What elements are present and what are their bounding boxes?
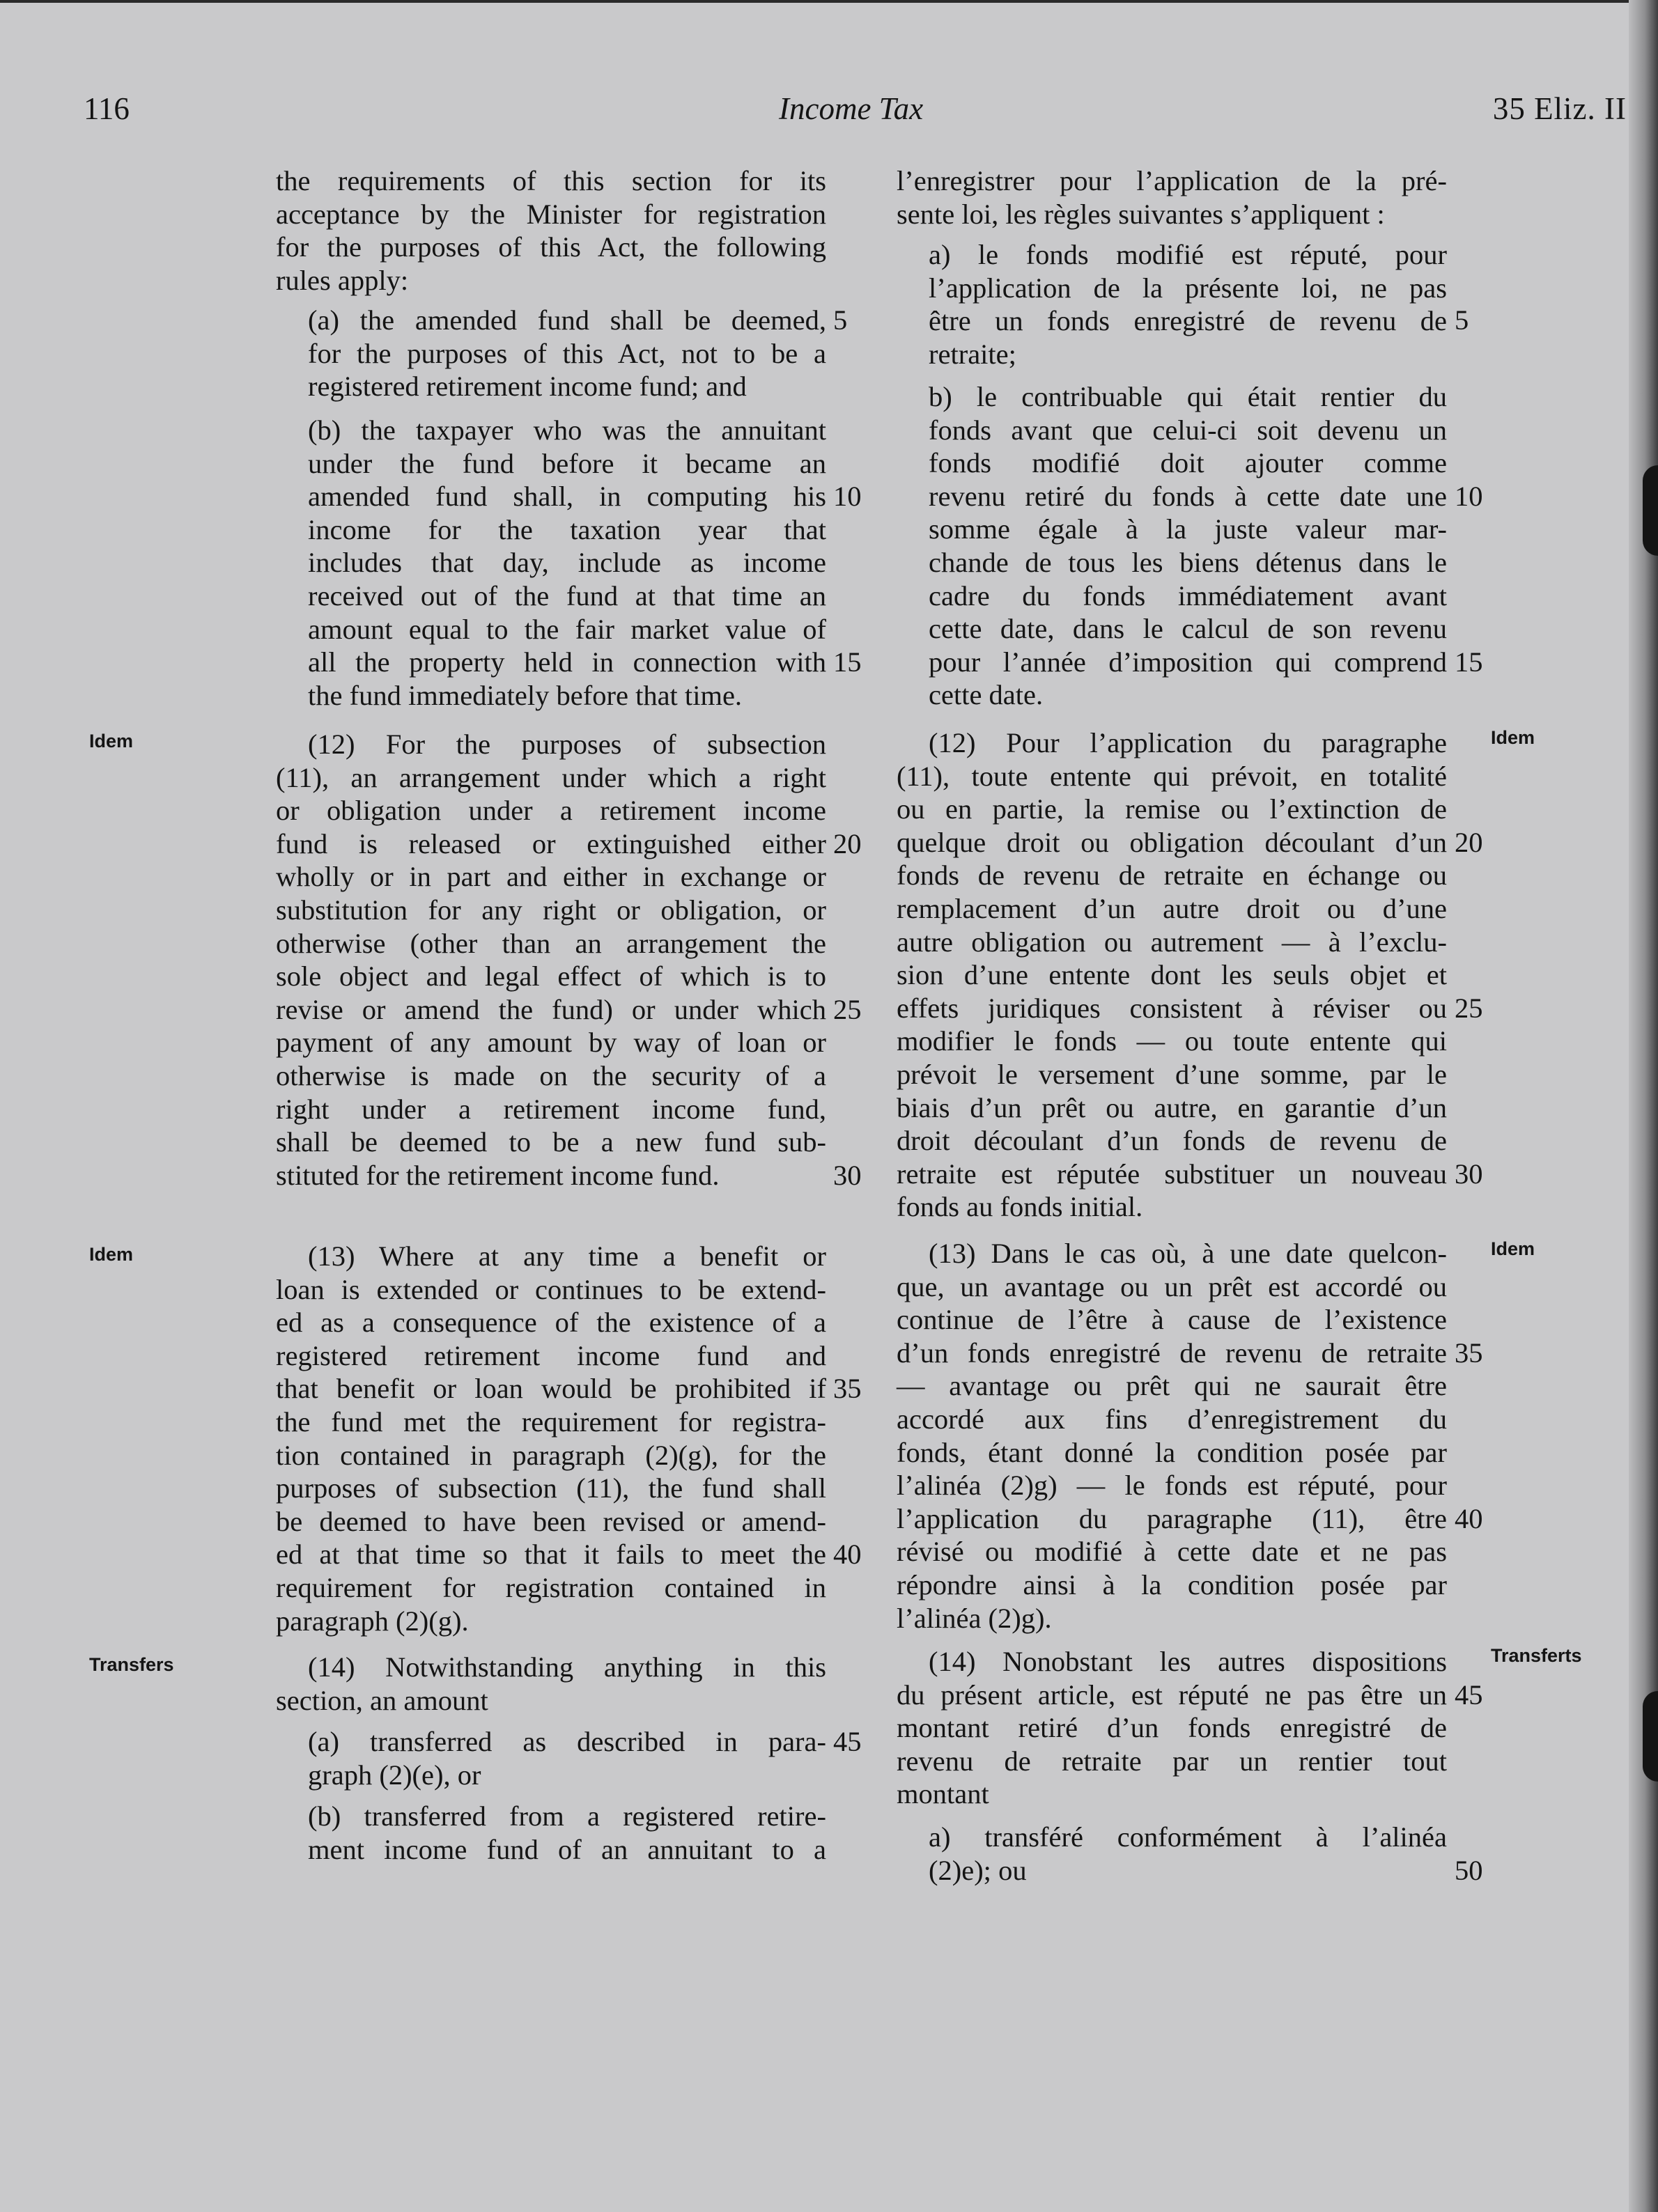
- text-line: a) le fonds modifié est réputé, pour: [929, 239, 1447, 270]
- text-line: includes that day, include as income: [308, 547, 826, 579]
- line-number-fr: 25: [1455, 992, 1483, 1024]
- page-top-border: [0, 0, 1658, 3]
- text-line: cette date, dans le calcul de son revenu: [929, 613, 1447, 645]
- text-line: d’un fonds enregistré de revenu de retraite: [897, 1337, 1447, 1369]
- text-line: répondre ainsi à la condition posée par: [897, 1568, 1447, 1600]
- text-line: révisé ou modifié à cette date et ne pas: [897, 1536, 1447, 1568]
- line-number-fr: 50: [1455, 1855, 1483, 1886]
- text-line: purposes of subsection (11), the fund shall: [276, 1472, 826, 1504]
- text-line: for the purposes of this Act, the following: [276, 231, 826, 263]
- text-line: — avantage ou prêt qui ne saurait être: [897, 1370, 1447, 1402]
- text-line: du présent article, est réputé ne pas être un: [897, 1679, 1447, 1711]
- text-line: rules apply:: [276, 264, 409, 296]
- binding-hole-lower: [1643, 1691, 1658, 1782]
- line-number-fr: 30: [1455, 1158, 1483, 1190]
- margin-note-idem-13-en: Idem: [89, 1244, 134, 1265]
- text-line: income for the taxation year that: [308, 513, 826, 545]
- margin-note-idem-12-en: Idem: [89, 731, 134, 751]
- text-line: (a) transferred as described in para-: [308, 1726, 826, 1757]
- english-paragraph-a: [308, 304, 826, 403]
- text-line: l’alinéa (2)g) — le fonds est réputé, pour: [897, 1470, 1447, 1502]
- text-line: (14) Nonobstant les autres dispositions: [929, 1646, 1447, 1677]
- text-line: pour l’année d’imposition qui comprend: [929, 646, 1447, 678]
- text-line: droit découlant d’un fonds de revenu de: [897, 1125, 1447, 1157]
- line-number-fr: 10: [1455, 481, 1483, 512]
- line-number-en: 15: [833, 646, 862, 678]
- french-paragraph-b: [929, 380, 1447, 712]
- text-line: remplacement d’un autre droit ou d’une: [897, 892, 1447, 924]
- text-line: l’alinéa (2)g).: [897, 1602, 1052, 1634]
- text-line: accordé aux fins d’enregistrement du: [897, 1403, 1447, 1435]
- text-line: quelque droit ou obligation découlant d’un: [897, 826, 1447, 858]
- text-line: montant retiré d’un fonds enregistré de: [897, 1712, 1447, 1744]
- text-line: effets juridiques consistent à réviser ou: [897, 992, 1447, 1024]
- text-line: somme égale à la juste valeur mar-: [929, 513, 1447, 545]
- text-line: payment of any amount by way of loan or: [276, 1027, 826, 1059]
- text-line: registered retirement income fund and: [276, 1339, 826, 1371]
- page-edge-shadow: [1629, 0, 1658, 2212]
- text-line: continue de l’être à cause de l’existence: [897, 1304, 1447, 1336]
- french-paragraph-a: [929, 238, 1447, 371]
- text-line: (14) Notwithstanding anything in this: [308, 1651, 826, 1683]
- french-intro: [897, 164, 1447, 231]
- text-line: modifier le fonds — ou toute entente qui: [897, 1025, 1447, 1057]
- text-line: that benefit or loan would be prohibited if: [276, 1373, 826, 1405]
- text-line: ed as a consequence of the existence of a: [276, 1307, 826, 1339]
- text-line: fonds modifié doit ajouter comme: [929, 447, 1447, 479]
- text-line: (b) the taxpayer who was the annuitant: [308, 414, 826, 446]
- text-line: retraite;: [929, 338, 1016, 370]
- session-reference: 35 Eliz. II: [1492, 91, 1627, 126]
- text-line: amount equal to the fair market value of: [308, 613, 826, 645]
- line-number-en: 20: [833, 828, 862, 859]
- english-paragraph-b: [308, 414, 826, 712]
- text-line: biais d’un prêt ou autre, en garantie d’un: [897, 1091, 1447, 1123]
- text-line: or obligation under a retirement income: [276, 795, 826, 827]
- text-line: (13) Where at any time a benefit or: [308, 1240, 826, 1272]
- line-number-fr: 35: [1455, 1337, 1483, 1369]
- text-line: montant: [897, 1778, 989, 1810]
- line-number-en: 30: [833, 1160, 862, 1191]
- text-line: ment income fund of an annuitant to a: [308, 1833, 826, 1865]
- text-line: the requirements of this section for its: [276, 165, 826, 196]
- text-line: b) le contribuable qui était rentier du: [929, 381, 1447, 412]
- text-line: cadre du fonds immédiatement avant: [929, 579, 1447, 612]
- text-line: stituted for the retirement income fund.: [276, 1159, 720, 1191]
- text-line: fonds de revenu de retraite en échange ou: [897, 859, 1447, 891]
- text-line: revenu de retraite par un rentier tout: [897, 1745, 1447, 1777]
- text-line: cette date.: [929, 679, 1044, 711]
- line-number-en: 25: [833, 994, 862, 1025]
- margin-note-idem-13-fr: Idem: [1491, 1238, 1535, 1259]
- text-line: ed at that time so that it fails to meet the: [276, 1539, 826, 1571]
- text-line: l’application de la présente loi, ne pas: [929, 272, 1447, 304]
- text-line: être un fonds enregistré de revenu de: [929, 305, 1447, 337]
- line-number-fr: 15: [1455, 646, 1483, 678]
- text-line: autre obligation ou autrement — à l’exclu-: [897, 926, 1447, 958]
- text-line: substitution for any right or obligation, or: [276, 894, 826, 926]
- text-line: que, un avantage ou un prêt est accordé ou: [897, 1270, 1447, 1302]
- line-number-en: 45: [833, 1726, 862, 1757]
- line-number-en: 35: [833, 1373, 862, 1404]
- text-line: sente loi, les règles suivantes s’appliquent :: [897, 198, 1385, 230]
- english-subsection-14-paragraph-b: [308, 1800, 826, 1866]
- text-line: sion d’une entente dont les seuls objet et: [897, 959, 1447, 991]
- english-subsection-14: [276, 1651, 826, 1717]
- line-number-fr: 5: [1455, 304, 1469, 336]
- text-line: (12) Pour l’application du paragraphe: [929, 727, 1447, 758]
- text-line: section, an amount: [276, 1684, 488, 1716]
- line-number-fr: 20: [1455, 827, 1483, 858]
- page-number: 116: [84, 91, 130, 126]
- text-line: fonds avant que celui-ci soit devenu un: [929, 414, 1447, 446]
- text-line: acceptance by the Minister for registration: [276, 198, 826, 230]
- binding-hole-upper: [1643, 465, 1658, 556]
- margin-note-transferts-fr: Transferts: [1491, 1645, 1582, 1666]
- text-line: chande de tous les biens détenus dans le: [929, 546, 1447, 578]
- french-subsection-14: [897, 1645, 1447, 1811]
- text-line: wholly or in part and either in exchange or: [276, 861, 826, 893]
- running-title: Income Tax: [779, 91, 924, 126]
- french-subsection-12: [897, 726, 1447, 1224]
- text-line: otherwise (other than an arrangement the: [276, 927, 826, 959]
- text-line: prévoit le versement d’une somme, par le: [897, 1058, 1447, 1090]
- french-subsection-13: [897, 1237, 1447, 1635]
- text-line: requirement for registration contained in: [276, 1571, 826, 1603]
- text-line: fonds au fonds initial.: [897, 1191, 1143, 1223]
- text-line: received out of the fund at that time an: [308, 579, 826, 612]
- text-line: shall be deemed to be a new fund sub-: [276, 1126, 826, 1158]
- line-number-en: 5: [833, 304, 848, 336]
- text-line: sole object and legal effect of which is to: [276, 960, 826, 992]
- text-line: fund is released or extinguished either: [276, 827, 826, 859]
- line-number-fr: 40: [1455, 1503, 1483, 1534]
- line-number-en: 40: [833, 1539, 862, 1570]
- text-line: (11), an arrangement under which a right: [276, 761, 826, 793]
- text-line: revise or amend the fund) or under which: [276, 993, 826, 1025]
- text-line: registered retirement income fund; and: [308, 371, 747, 403]
- text-line: loan is extended or continues to be extend-: [276, 1273, 826, 1305]
- text-line: all the property held in connection with: [308, 646, 826, 678]
- text-line: the fund met the requirement for registra-: [276, 1405, 826, 1438]
- text-line: be deemed to have been revised or amend-: [276, 1505, 826, 1537]
- text-line: ou en partie, la remise ou l’extinction de: [897, 793, 1447, 825]
- text-line: for the purposes of this Act, not to be a: [308, 337, 826, 369]
- margin-note-idem-12-fr: Idem: [1491, 727, 1535, 748]
- text-line: (a) the amended fund shall be deemed,: [308, 304, 826, 336]
- text-line: (2)e); ou: [929, 1854, 1027, 1886]
- text-line: amended fund shall, in computing his: [308, 481, 826, 513]
- text-line: fonds, étant donné la condition posée par: [897, 1436, 1447, 1468]
- text-line: under the fund before it became an: [308, 447, 826, 479]
- text-line: the fund immediately before that time.: [308, 679, 743, 711]
- text-line: (11), toute entente qui prévoit, en totalité: [897, 760, 1447, 792]
- text-line: otherwise is made on the security of a: [276, 1059, 826, 1091]
- english-subsection-12: [276, 728, 826, 1192]
- text-line: retraite est réputée substituer un nouveau: [897, 1158, 1447, 1190]
- text-line: right under a retirement income fund,: [276, 1093, 826, 1125]
- text-line: l’enregistrer pour l’application de la pré-: [897, 165, 1447, 196]
- text-line: a) transféré conformément à l’alinéa: [929, 1821, 1447, 1853]
- line-number-en: 10: [833, 481, 862, 512]
- french-subsection-14-paragraph-a: [929, 1821, 1447, 1887]
- text-line: (13) Dans le cas où, à une date quelcon-: [929, 1238, 1447, 1269]
- text-line: (b) transferred from a registered retire-: [308, 1800, 826, 1832]
- text-line: paragraph (2)(g).: [276, 1605, 469, 1637]
- text-line: l’application du paragraphe (11), être: [897, 1502, 1447, 1534]
- text-line: graph (2)(e), or: [308, 1759, 481, 1791]
- english-subsection-14-paragraph-a: [308, 1725, 826, 1791]
- english-subsection-13: [276, 1240, 826, 1637]
- text-line: (12) For the purposes of subsection: [308, 729, 826, 760]
- english-intro: [276, 164, 826, 297]
- line-number-fr: 45: [1455, 1679, 1483, 1711]
- margin-note-transfers-en: Transfers: [89, 1654, 174, 1675]
- text-line: tion contained in paragraph (2)(g), for the: [276, 1439, 826, 1471]
- text-line: revenu retiré du fonds à cette date une: [929, 480, 1447, 512]
